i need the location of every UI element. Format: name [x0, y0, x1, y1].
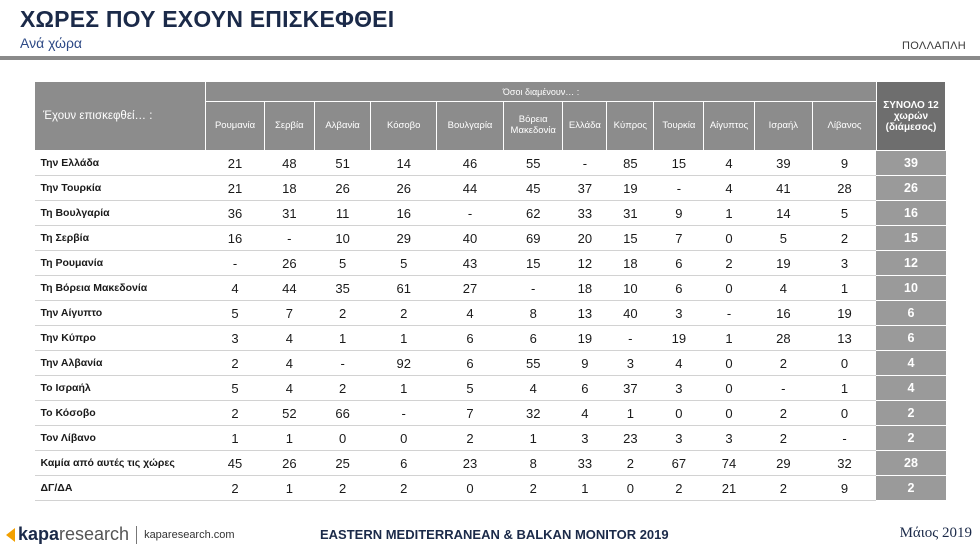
logo-research: research [59, 524, 130, 544]
data-cell: 3 [813, 251, 877, 276]
row-label: Το Ισραήλ [35, 376, 206, 401]
data-cell: 0 [704, 401, 754, 426]
data-cell: 6 [371, 451, 437, 476]
data-cell: 1 [813, 376, 877, 401]
data-cell: 36 [206, 201, 264, 226]
logo-arrow-icon [6, 528, 15, 542]
row-header-label: Έχουν επισκεφθεί… : [35, 82, 206, 151]
table-row [35, 301, 946, 326]
data-cell: 3 [654, 301, 704, 326]
data-cell: 16 [371, 201, 437, 226]
row-label: ΔΓ/ΔΑ [35, 476, 206, 501]
data-cell: 9 [563, 351, 607, 376]
table-row [35, 251, 946, 276]
data-cell: 0 [654, 401, 704, 426]
data-cell: 4 [654, 351, 704, 376]
data-cell: 7 [654, 226, 704, 251]
data-cell: - [754, 376, 812, 401]
report-date: Μάιος 2019 [899, 525, 972, 541]
data-cell: 2 [314, 301, 370, 326]
data-cell: 41 [754, 176, 812, 201]
data-cell: 9 [813, 151, 877, 176]
data-cell: 9 [813, 476, 877, 501]
data-cell: 26 [371, 176, 437, 201]
data-cell: 1 [264, 426, 314, 451]
data-cell: 92 [371, 351, 437, 376]
data-cell: - [607, 326, 654, 351]
data-cell: 28 [754, 326, 812, 351]
data-cell: 25 [314, 451, 370, 476]
data-cell: 1 [813, 276, 877, 301]
table-row [35, 151, 946, 176]
total-cell: 2 [876, 426, 945, 451]
data-cell: 2 [754, 426, 812, 451]
data-cell: 4 [437, 301, 504, 326]
data-cell: 19 [563, 326, 607, 351]
data-cell: 0 [437, 476, 504, 501]
table-row [35, 201, 946, 226]
data-cell: 67 [654, 451, 704, 476]
data-cell: 19 [607, 176, 654, 201]
data-cell: 15 [607, 226, 654, 251]
data-cell: 66 [314, 401, 370, 426]
row-label: Τη Βόρεια Μακεδονία [35, 276, 206, 301]
column-header: Τουρκία [654, 102, 704, 151]
data-cell: 44 [437, 176, 504, 201]
data-cell: - [264, 226, 314, 251]
column-header: Βουλγαρία [437, 102, 504, 151]
data-cell: 2 [607, 451, 654, 476]
data-cell: 61 [371, 276, 437, 301]
column-header: Λίβανος [813, 102, 877, 151]
total-cell: 4 [876, 376, 945, 401]
data-cell: 51 [314, 151, 370, 176]
column-header: Κύπρος [607, 102, 654, 151]
data-cell: 5 [314, 251, 370, 276]
data-cell: 2 [206, 401, 264, 426]
page-title: ΧΩΡΕΣ ΠΟΥ ΕΧΟΥΝ ΕΠΙΣΚΕΦΘΕΙ [20, 6, 395, 32]
report-name: EASTERN MEDITERRANEAN & BALKAN MONITOR 2019 [320, 527, 669, 542]
data-cell: 2 [314, 476, 370, 501]
table-row [35, 276, 946, 301]
row-label: Την Κύπρο [35, 326, 206, 351]
data-cell: 55 [503, 351, 563, 376]
data-cell: 8 [503, 451, 563, 476]
total-cell: 16 [876, 201, 945, 226]
data-cell: 14 [371, 151, 437, 176]
data-cell: 3 [563, 426, 607, 451]
data-cell: 1 [371, 326, 437, 351]
data-cell: 7 [437, 401, 504, 426]
table-row [35, 351, 946, 376]
total-cell: 2 [876, 476, 945, 501]
data-cell: 0 [813, 351, 877, 376]
data-cell: 4 [503, 376, 563, 401]
total-cell: 39 [876, 151, 945, 176]
table-row [35, 401, 946, 426]
column-header: Βόρεια Μακεδονία [503, 102, 563, 151]
data-cell: 6 [563, 376, 607, 401]
data-cell: 26 [314, 176, 370, 201]
data-cell: 1 [563, 476, 607, 501]
data-cell: 3 [704, 426, 754, 451]
data-cell: 0 [704, 351, 754, 376]
column-header: Ισραήλ [754, 102, 812, 151]
data-cell: 5 [813, 201, 877, 226]
data-cell: 1 [704, 326, 754, 351]
row-label: Την Αίγυπτο [35, 301, 206, 326]
data-cell: 19 [754, 251, 812, 276]
data-cell: 2 [754, 401, 812, 426]
data-cell: 33 [563, 451, 607, 476]
data-cell: 2 [813, 226, 877, 251]
row-label: Τη Ρουμανία [35, 251, 206, 276]
data-cell: 12 [563, 251, 607, 276]
data-cell: - [503, 276, 563, 301]
data-cell: 2 [754, 351, 812, 376]
table-row [35, 376, 946, 401]
table-row [35, 226, 946, 251]
data-cell: 23 [607, 426, 654, 451]
data-cell: 0 [607, 476, 654, 501]
data-cell: 16 [754, 301, 812, 326]
data-cell: 3 [607, 351, 654, 376]
data-cell: 4 [704, 176, 754, 201]
website-link[interactable]: kaparesearch.com [144, 528, 235, 541]
data-cell: 26 [264, 451, 314, 476]
column-header: Αλβανία [314, 102, 370, 151]
question-type-tag: ΠΟΛΛΑΠΛΗ [902, 40, 966, 52]
data-cell: 2 [754, 476, 812, 501]
data-cell: - [704, 301, 754, 326]
data-cell: 45 [206, 451, 264, 476]
data-cell: 21 [704, 476, 754, 501]
data-cell: 46 [437, 151, 504, 176]
data-cell: 32 [503, 401, 563, 426]
data-cell: - [437, 201, 504, 226]
data-cell: 19 [813, 301, 877, 326]
data-cell: 6 [437, 326, 504, 351]
data-cell: 4 [264, 351, 314, 376]
data-cell: 20 [563, 226, 607, 251]
data-cell: 23 [437, 451, 504, 476]
data-cell: 4 [264, 376, 314, 401]
table-row [35, 326, 946, 351]
data-cell: 6 [654, 276, 704, 301]
data-cell: 26 [264, 251, 314, 276]
column-header: Ελλάδα [563, 102, 607, 151]
data-cell: 4 [563, 401, 607, 426]
total-cell: 28 [876, 451, 945, 476]
row-label: Τη Σερβία [35, 226, 206, 251]
table-row [35, 476, 946, 501]
total-cell: 4 [876, 351, 945, 376]
column-group-label: Όσοι διαμένουν… : [206, 82, 877, 102]
data-cell: 16 [206, 226, 264, 251]
row-label: Καμία από αυτές τις χώρες [35, 451, 206, 476]
data-cell: 45 [503, 176, 563, 201]
row-label: Την Αλβανία [35, 351, 206, 376]
page-subtitle: Ανά χώρα [20, 35, 83, 51]
data-cell: 35 [314, 276, 370, 301]
data-cell: 2 [371, 476, 437, 501]
data-cell: 3 [654, 376, 704, 401]
data-cell: - [206, 251, 264, 276]
data-cell: - [371, 401, 437, 426]
data-cell: 2 [371, 301, 437, 326]
data-cell: 19 [654, 326, 704, 351]
data-cell: - [813, 426, 877, 451]
data-cell: - [654, 176, 704, 201]
data-cell: 21 [206, 176, 264, 201]
data-cell: 1 [704, 201, 754, 226]
data-cell: 52 [264, 401, 314, 426]
data-cell: 29 [754, 451, 812, 476]
data-cell: 2 [314, 376, 370, 401]
data-table-container [34, 81, 946, 501]
data-cell: 29 [371, 226, 437, 251]
data-cell: 18 [563, 276, 607, 301]
data-cell: 5 [437, 376, 504, 401]
data-cell: 0 [704, 276, 754, 301]
data-cell: 85 [607, 151, 654, 176]
table-row [35, 426, 946, 451]
logo-brand: kapa [18, 524, 60, 544]
data-cell: 62 [503, 201, 563, 226]
data-cell: 4 [704, 151, 754, 176]
data-cell: 5 [371, 251, 437, 276]
data-cell: 1 [607, 401, 654, 426]
column-header: Αίγυπτος [704, 102, 754, 151]
data-cell: 1 [314, 326, 370, 351]
data-cell: 15 [654, 151, 704, 176]
header-divider [0, 56, 980, 60]
data-cell: 15 [503, 251, 563, 276]
table-row [35, 176, 946, 201]
visited-countries-table [34, 81, 946, 501]
data-cell: 40 [607, 301, 654, 326]
total-cell: 2 [876, 401, 945, 426]
data-cell: 7 [264, 301, 314, 326]
data-cell: 1 [206, 426, 264, 451]
data-cell: 4 [754, 276, 812, 301]
table-row [35, 451, 946, 476]
data-cell: 69 [503, 226, 563, 251]
data-cell: 0 [371, 426, 437, 451]
data-cell: - [563, 151, 607, 176]
data-cell: 2 [206, 476, 264, 501]
data-cell: 2 [206, 351, 264, 376]
data-cell: 11 [314, 201, 370, 226]
data-cell: 1 [503, 426, 563, 451]
logo-separator [136, 526, 137, 544]
data-cell: 28 [813, 176, 877, 201]
data-cell: 9 [654, 201, 704, 226]
data-cell: 44 [264, 276, 314, 301]
data-cell: 74 [704, 451, 754, 476]
row-label: Την Ελλάδα [35, 151, 206, 176]
data-cell: 0 [704, 226, 754, 251]
data-cell: 10 [607, 276, 654, 301]
column-header: Σερβία [264, 102, 314, 151]
row-label: Το Κόσοβο [35, 401, 206, 426]
data-cell: 48 [264, 151, 314, 176]
data-cell: 3 [654, 426, 704, 451]
data-cell: 31 [607, 201, 654, 226]
data-cell: 43 [437, 251, 504, 276]
data-cell: 0 [704, 376, 754, 401]
data-cell: 40 [437, 226, 504, 251]
data-cell: 4 [206, 276, 264, 301]
data-cell: 6 [654, 251, 704, 276]
data-cell: 10 [314, 226, 370, 251]
total-cell: 26 [876, 176, 945, 201]
data-cell: 27 [437, 276, 504, 301]
data-cell: 31 [264, 201, 314, 226]
data-cell: 5 [754, 226, 812, 251]
total-cell: 6 [876, 301, 945, 326]
total-column-header: ΣΥΝΟΛΟ 12 χωρών (διάμεσος) [876, 82, 945, 151]
data-cell: 2 [654, 476, 704, 501]
row-label: Τη Βουλγαρία [35, 201, 206, 226]
data-cell: 32 [813, 451, 877, 476]
data-cell: 4 [264, 326, 314, 351]
data-cell: 1 [264, 476, 314, 501]
data-cell: 2 [503, 476, 563, 501]
data-cell: 5 [206, 376, 264, 401]
data-cell: 3 [206, 326, 264, 351]
data-cell: 6 [437, 351, 504, 376]
data-cell: 14 [754, 201, 812, 226]
kapa-research-logo [6, 524, 235, 545]
data-cell: 33 [563, 201, 607, 226]
total-cell: 15 [876, 226, 945, 251]
data-cell: 8 [503, 301, 563, 326]
data-cell: 18 [607, 251, 654, 276]
data-cell: 5 [206, 301, 264, 326]
data-cell: 13 [563, 301, 607, 326]
data-cell: 37 [607, 376, 654, 401]
data-cell: 2 [437, 426, 504, 451]
data-cell: 0 [813, 401, 877, 426]
data-cell: 1 [371, 376, 437, 401]
column-header: Κόσοβο [371, 102, 437, 151]
data-cell: 18 [264, 176, 314, 201]
data-cell: 2 [704, 251, 754, 276]
total-cell: 6 [876, 326, 945, 351]
data-cell: 6 [503, 326, 563, 351]
total-cell: 12 [876, 251, 945, 276]
data-cell: 55 [503, 151, 563, 176]
data-cell: 13 [813, 326, 877, 351]
data-cell: - [314, 351, 370, 376]
total-cell: 10 [876, 276, 945, 301]
row-label: Την Τουρκία [35, 176, 206, 201]
data-cell: 0 [314, 426, 370, 451]
row-label: Τον Λίβανο [35, 426, 206, 451]
data-cell: 39 [754, 151, 812, 176]
data-cell: 21 [206, 151, 264, 176]
column-header: Ρουμανία [206, 102, 264, 151]
data-cell: 37 [563, 176, 607, 201]
